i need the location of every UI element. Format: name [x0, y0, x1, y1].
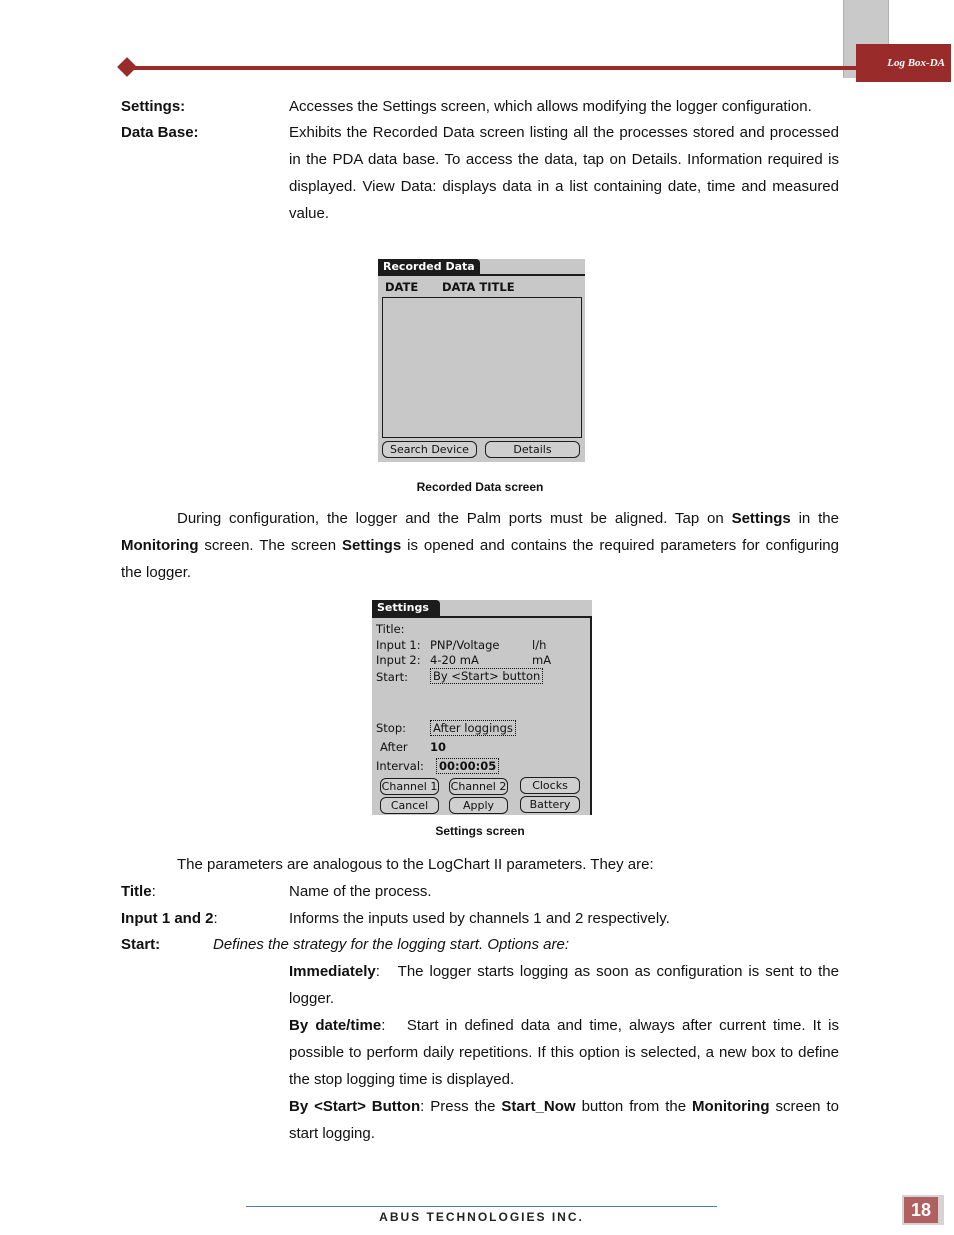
details-button[interactable]: Details — [485, 441, 580, 458]
cancel-button[interactable]: Cancel — [380, 797, 439, 814]
def-database-term: Data Base: — [121, 124, 199, 141]
stop-select[interactable]: After loggings — [430, 720, 516, 736]
channel2-button[interactable]: Channel 2 — [450, 780, 507, 793]
param-inputs-desc: Informs the inputs used by channels 1 and 2 respectively. — [289, 910, 670, 927]
def-database-desc: Exhibits the Recorded Data screen listing all the processes stored and processed in the PDA data base. To access the data, tap on Details. Information required is displayed. View Data: displays data in a list containing date, time and measured value. — [289, 124, 839, 222]
params-intro: The parameters are analogous to the LogChart II parameters. They are: — [177, 856, 654, 873]
title-rule — [378, 274, 585, 276]
header-label: Log Box-DA — [856, 44, 951, 82]
page-number: 18 — [904, 1197, 938, 1223]
title-label: Title: — [376, 622, 405, 636]
config-paragraph: During configuration, the logger and the Palm ports must be aligned. Tap on Settings in the Monitoring screen. The screen Settings is opened and contains the required parameters for configuring the logger. — [121, 510, 839, 581]
footer-rule — [246, 1206, 717, 1207]
clocks-button[interactable]: Clocks — [520, 777, 580, 794]
recorded-title: Recorded Data — [378, 259, 480, 275]
after-value[interactable]: 10 — [430, 740, 447, 754]
interval-field[interactable]: 00:00:05 — [436, 758, 499, 774]
input1-label: Input 1: — [376, 638, 421, 652]
param-start-term: Start: — [121, 936, 161, 953]
input1-unit: l/h — [532, 638, 547, 652]
param-title-term: Title: — [121, 883, 156, 900]
param-start-desc: Defines the strategy for the logging start. Options are: — [213, 936, 570, 953]
recorded-data-screen — [378, 259, 585, 462]
header-diamond-icon — [117, 57, 137, 77]
footer-company: ABUS TECHNOLOGIES INC. — [379, 1210, 584, 1224]
def-settings-term: Settings: — [121, 98, 186, 115]
header-rule — [128, 66, 856, 70]
param-title-desc: Name of the process. — [289, 883, 432, 900]
channel1-button[interactable]: Channel 1 — [381, 780, 438, 793]
after-label: After — [380, 740, 408, 754]
apply-button[interactable]: Apply — [449, 797, 508, 814]
settings-title: Settings — [372, 600, 440, 616]
input1-value[interactable]: PNP/Voltage — [430, 638, 500, 652]
search-device-button[interactable]: Search Device — [382, 441, 477, 458]
option-by-date-time: By date/time: Start in defined data and time, always after current time. It is possible to perform daily repetitions. If this option is selected, a new box to define the stop logging time is displayed. — [289, 1017, 839, 1088]
battery-button[interactable]: Battery — [520, 796, 580, 813]
records-list[interactable] — [382, 297, 582, 438]
interval-label: Interval: — [376, 759, 424, 773]
title-rule — [372, 616, 592, 618]
option-immediately: Immediately: The logger starts logging as soon as configuration is sent to the logger. — [289, 963, 839, 1007]
recorded-caption: Recorded Data screen — [416, 480, 544, 494]
settings-caption: Settings screen — [435, 824, 525, 838]
input2-unit: mA — [532, 653, 552, 667]
stop-label: Stop: — [376, 721, 407, 735]
col-date: DATE — [385, 280, 419, 294]
input2-value[interactable]: 4-20 mA — [430, 653, 479, 667]
start-label: Start: — [376, 670, 408, 684]
col-data-title: DATA TITLE — [442, 280, 515, 294]
param-inputs-term: Input 1 and 2: — [121, 910, 218, 927]
input2-label: Input 2: — [376, 653, 421, 667]
start-select[interactable]: By <Start> button — [430, 668, 543, 684]
option-by-start-button: By <Start> Button: Press the Start_Now button from the Monitoring screen to start logging. — [289, 1098, 839, 1142]
settings-screen — [372, 600, 592, 815]
def-settings-desc: Accesses the Settings screen, which allows modifying the logger configuration. — [289, 98, 812, 115]
